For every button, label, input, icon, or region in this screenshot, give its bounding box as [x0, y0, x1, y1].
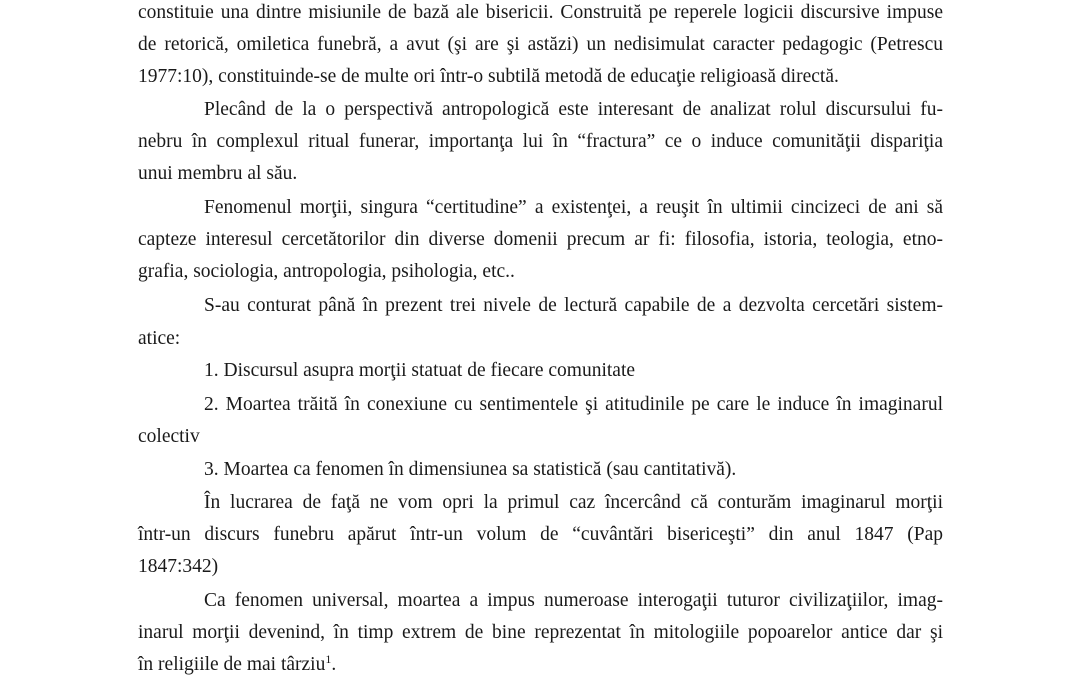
body-text-line: într-un discurs funebru apărut într-un volum de “cuvântări bisericeşti” din anul 1847 (Pap: [138, 524, 943, 545]
body-text-line: capteze interesul cercetătorilor din diverse domenii precum ar fi: filosofia, istoria, teologia, etno-: [138, 229, 943, 250]
list-item-continuation: colectiv: [138, 426, 200, 447]
footnote-marker[interactable]: 1: [325, 652, 332, 666]
list-item: 3. Moartea ca fenomen în dimensiunea sa statistică (sau cantitativă).: [204, 459, 737, 480]
body-text-line: atice:: [138, 328, 181, 349]
body-text-line: grafia, sociologia, antropologia, psihologia, etc..: [138, 261, 515, 282]
body-text-line: S-au conturat până în prezent trei nivele de lectură capabile de a dezvolta cercetări sistem-: [204, 295, 943, 316]
body-text-line: nebru în complexul ritual funerar, importanţa lui în “fractura” ce o induce comunităţii dispariţia: [138, 131, 943, 152]
body-text-line: constituie una dintre misiunile de bază ale bisericii. Construită pe reperele logicii discursive impuse: [138, 2, 943, 23]
body-text-line: de retorică, omiletica funebră, a avut (şi are şi astăzi) un nedisimulat caracter pedagogic (Petrescu: [138, 34, 943, 55]
body-text-line: Plecând de la o perspectivă antropologică este interesant de analizat rolul discursului fu-: [204, 99, 943, 120]
body-text-line: 1977:10), constituinde-se de multe ori într-o subtilă metodă de educaţie religioasă directă.: [138, 66, 839, 87]
body-text-line: Ca fenomen universal, moartea a impus numeroase interogaţii tuturor civilizaţiilor, imag-: [204, 590, 943, 611]
body-text-line: Fenomenul morţii, singura “certitudine” a existenţei, a reuşit în ultimii cincizeci de ani să: [204, 197, 943, 218]
body-text-fragment: în religiile de mai târziu: [138, 654, 326, 675]
body-text-line: unui membru al său.: [138, 163, 298, 184]
body-text-line: În lucrarea de faţă ne vom opri la primul caz încercând că conturăm imaginarul morţii: [204, 492, 943, 513]
body-text-fragment: .: [331, 654, 337, 675]
list-item: 2. Moartea trăită în conexiune cu sentimentele şi atitudinile pe care le induce în imaginarul: [204, 394, 943, 415]
body-text-line: 1847:342): [138, 556, 219, 577]
body-text-line: [138, 649, 943, 675]
body-text-line: inarul morţii devenind, în timp extrem de bine reprezentat în mitologiile popoarelor antice dar şi: [138, 622, 943, 643]
list-item: 1. Discursul asupra morţii statuat de fiecare comunitate: [204, 360, 636, 381]
